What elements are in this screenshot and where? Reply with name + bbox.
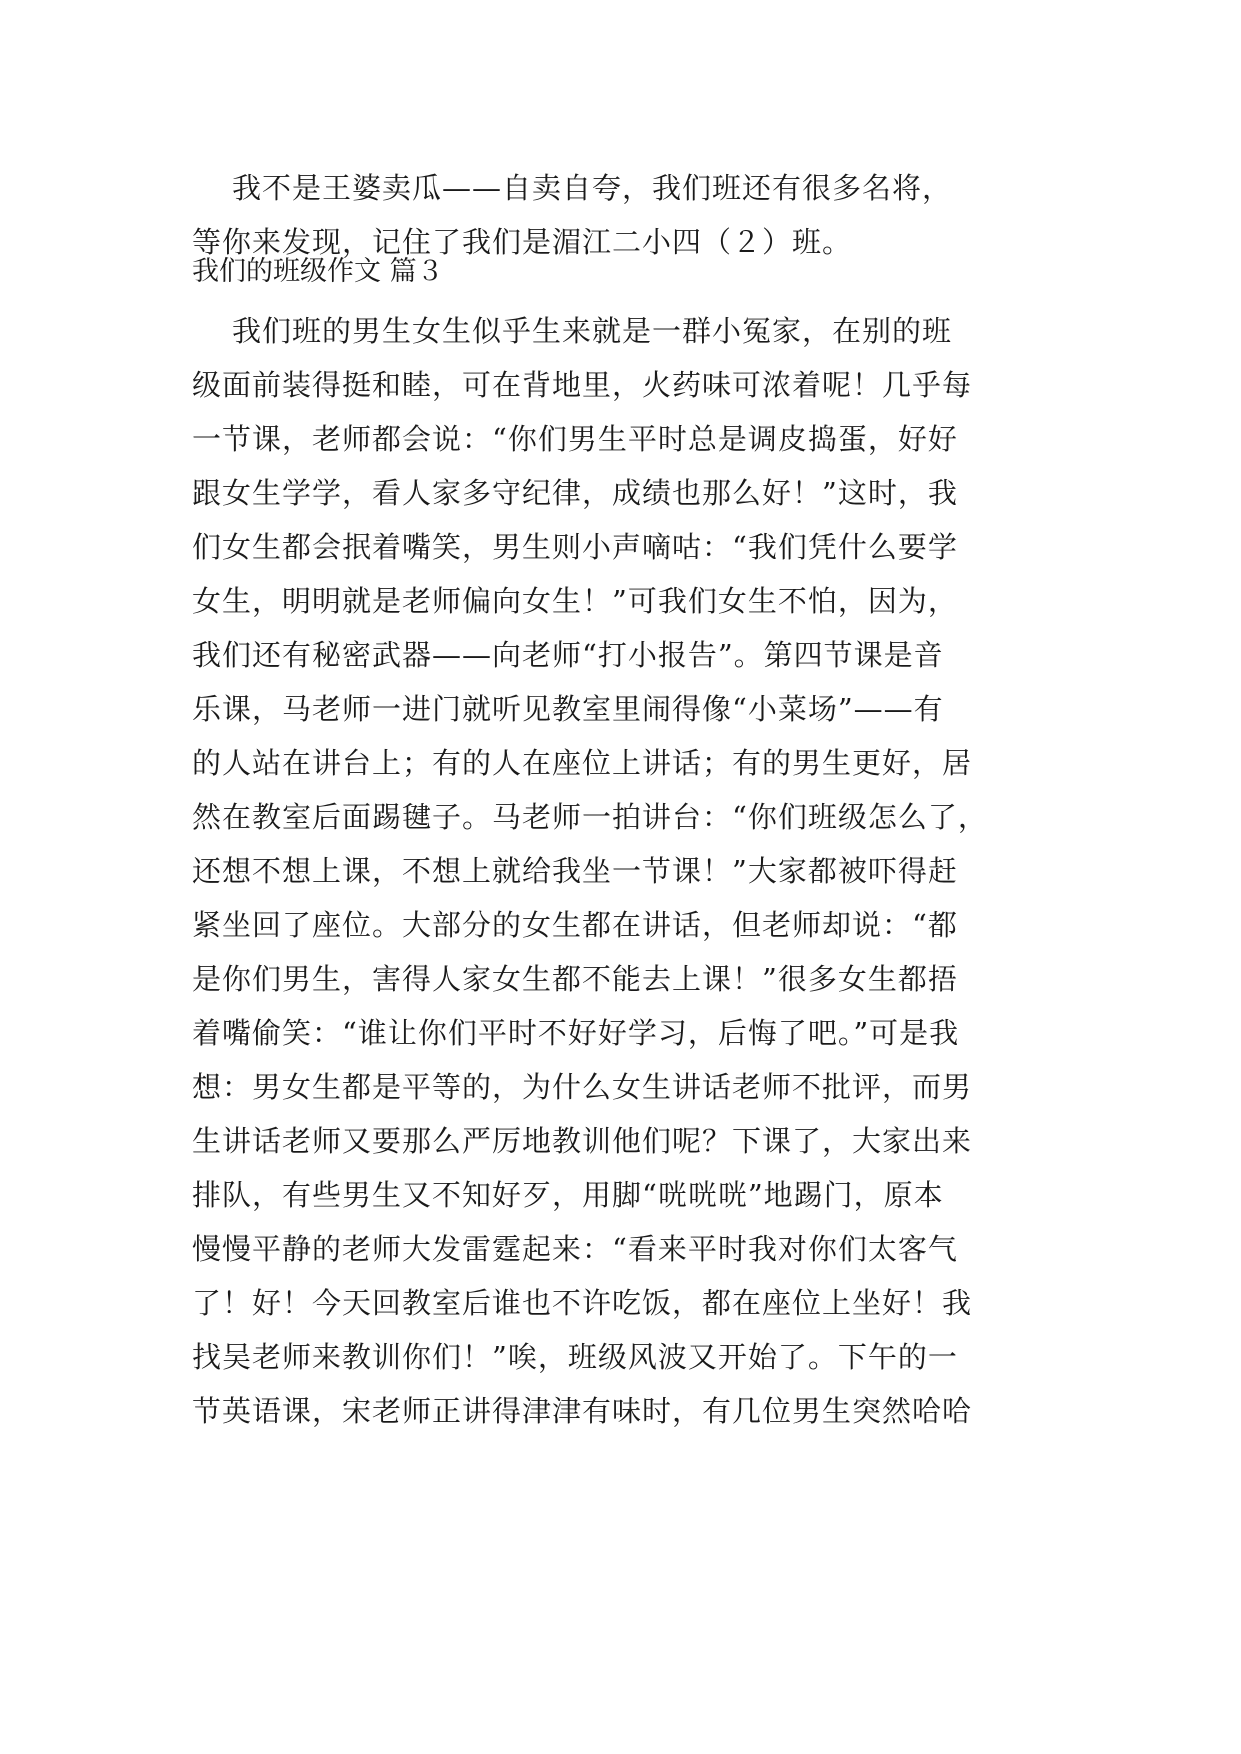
paragraph-line: 然在教室后面踢毽子。马老师一拍讲台：“你们班级怎么了， [192,800,988,834]
paragraph-line: 了！好！今天回教室后谁也不许吃饭，都在座位上坐好！我 [192,1286,973,1320]
paragraph-line: 找吴老师来教训你们！”唉，班级风波又开始了。下午的一 [192,1340,958,1374]
paragraph-line: 我们还有秘密武器——向老师“打小报告”。第四节课是音 [192,638,944,672]
paragraph-line: 慢慢平静的老师大发雷霆起来：“看来平时我对你们太客气 [192,1232,958,1266]
paragraph-line: 我不是王婆卖瓜——自卖自夸，我们班还有很多名将， [232,171,953,205]
section-heading: 我们的班级作文 篇３ [192,256,444,287]
paragraph-line: 女生，明明就是老师偏向女生！”可我们女生不怕，因为， [192,584,958,618]
paragraph-line: 们女生都会抿着嘴笑，男生则小声嘀咕：“我们凭什么要学 [192,530,958,564]
paragraph-line: 生讲话老师又要那么严厉地教训他们呢？下课了，大家出来 [192,1124,973,1158]
paragraph-line: 跟女生学学，看人家多守纪律，成绩也那么好！”这时，我 [192,476,958,510]
paragraph-line: 级面前装得挺和睦，可在背地里，火药味可浓着呢！几乎每 [192,368,973,402]
paragraph-line: 等你来发现，记住了我们是湄江二小四（２）班。 [192,225,853,259]
paragraph-line: 想：男女生都是平等的，为什么女生讲话老师不批评，而男 [192,1070,973,1104]
paragraph-line: 是你们男生，害得人家女生都不能去上课！”很多女生都捂 [192,962,958,996]
paragraph-line: 还想不想上课，不想上就给我坐一节课！”大家都被吓得赶 [192,854,958,888]
paragraph-line: 紧坐回了座位。大部分的女生都在讲话，但老师却说：“都 [192,908,958,942]
paragraph-line: 节英语课，宋老师正讲得津津有味时，有几位男生突然哈哈 [192,1394,973,1428]
paragraph-line: 一节课，老师都会说：“你们男生平时总是调皮捣蛋，好好 [192,422,958,456]
paragraph-line: 着嘴偷笑：“谁让你们平时不好好学习，后悔了吧。”可是我 [192,1016,960,1050]
paragraph-line: 乐课，马老师一进门就听见教室里闹得像“小菜场”——有 [192,692,944,726]
paragraph-line: 我们班的男生女生似乎生来就是一群小冤家，在别的班 [232,314,953,348]
paragraph-line: 的人站在讲台上；有的人在座位上讲话；有的男生更好，居 [192,746,973,780]
paragraph-line: 排队，有些男生又不知好歹，用脚“咣咣咣”地踢门，原本 [192,1178,944,1212]
